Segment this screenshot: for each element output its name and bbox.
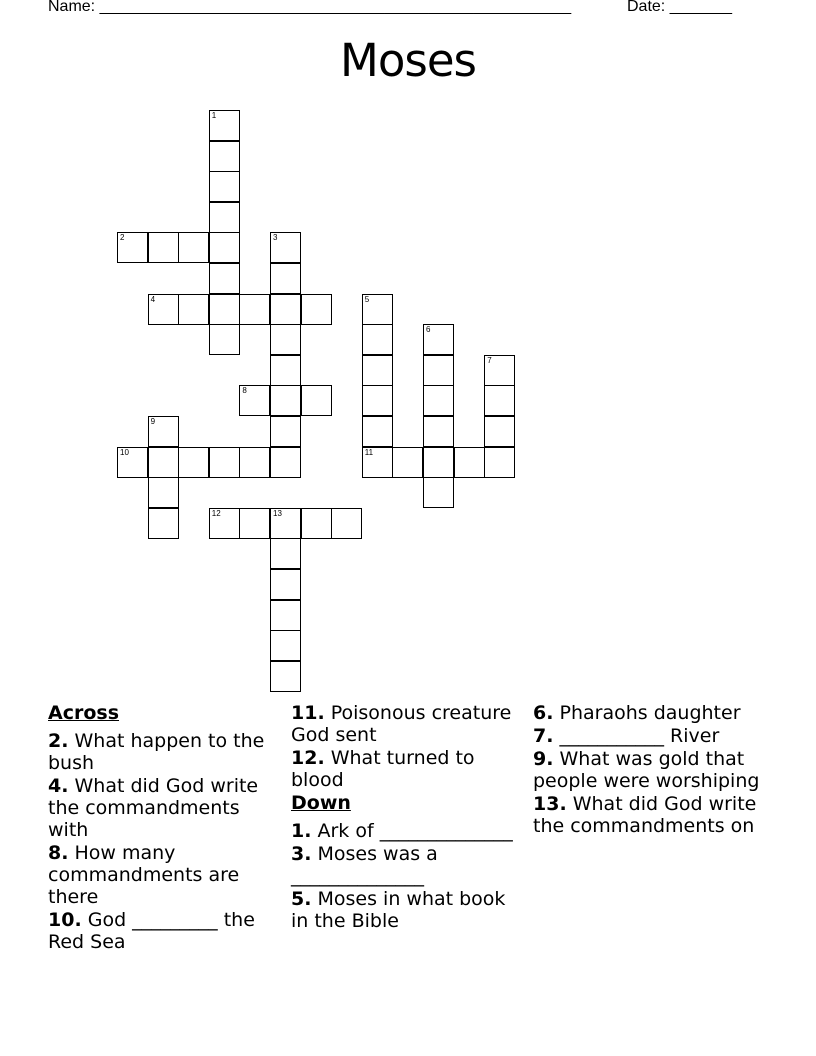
grid-cell[interactable] [270,232,301,263]
date-label: Date: [627,0,666,15]
clue-across-2: 2. What happen to the bush [48,730,265,774]
cell-number: 1 [211,111,217,120]
cell-number: 9 [150,417,156,426]
grid-cell[interactable] [117,447,148,478]
grid-cell[interactable] [209,232,240,263]
grid-cell[interactable] [209,202,240,233]
grid-cell[interactable] [209,141,240,172]
grid-cell[interactable] [484,447,515,478]
grid-cell[interactable] [454,447,485,478]
clue-down-1: 1. Ark of ______________ [291,820,513,842]
clue-down-13: 13. What did God write the commandments on [533,793,757,837]
grid-cell[interactable] [270,569,301,600]
grid-cell[interactable] [239,294,270,325]
grid-cell[interactable] [148,416,179,447]
cell-number: 3 [273,233,278,243]
grid-cell[interactable] [209,294,240,325]
grid-cell[interactable] [270,385,301,416]
grid-cell[interactable] [423,324,454,355]
page-title: Moses [340,34,476,87]
grid-cell[interactable] [362,385,393,416]
grid-cell[interactable] [270,263,301,294]
clues-column-2 [291,702,516,933]
cell-number: 10 [120,447,129,457]
grid-cell[interactable] [209,110,240,141]
clue-down-5: 5. Moses in what book in the Bible [291,888,506,932]
grid-cell[interactable] [239,385,270,416]
grid-cell[interactable] [270,600,301,631]
clue-across-4: 4. What did God write the commandments with [48,775,259,841]
name-label: Name: [48,0,96,15]
grid-cell[interactable] [209,171,240,202]
grid-cell[interactable] [148,232,179,263]
cell-number: 12 [211,508,221,518]
grid-cell[interactable] [301,385,332,416]
grid-cell[interactable] [270,508,301,539]
date-line: _______ [669,0,732,15]
clue-across-11: 11. Poisonous creature God sent [291,702,512,746]
grid-cell[interactable] [362,355,393,386]
across-heading: Across [48,702,120,724]
grid-cell[interactable] [239,447,270,478]
clues-column-3 [533,702,768,838]
grid-cell[interactable] [423,385,454,416]
grid-cell[interactable] [270,447,301,478]
down-heading: Down [291,792,351,814]
grid-cell[interactable] [209,447,240,478]
cell-number: 7 [487,355,492,365]
grid-cell[interactable] [423,416,454,447]
grid-cell[interactable] [178,294,209,325]
grid-cell[interactable] [362,294,393,325]
grid-cell[interactable] [148,294,179,325]
cell-number: 8 [242,386,247,396]
cell-number: 11 [364,447,374,457]
grid-cell[interactable] [270,661,301,692]
clue-across-8: 8. How many commandments are there [48,842,240,908]
grid-cell[interactable] [362,447,393,478]
grid-cell[interactable] [423,355,454,386]
cell-number: 13 [273,508,282,518]
grid-cell[interactable] [270,538,301,569]
grid-cell[interactable] [209,508,240,539]
name-line: _____________________________________________________ [99,0,572,15]
grid-cell[interactable] [331,508,362,539]
grid-cell[interactable] [117,232,148,263]
clues-column-1 [48,702,278,954]
grid-cell[interactable] [484,355,515,386]
cell-number: 5 [364,294,370,304]
grid-cell[interactable] [209,324,240,355]
clue-down-7: 7. ___________ River [533,725,720,747]
grid-cell[interactable] [301,294,332,325]
grid-cell[interactable] [178,232,209,263]
grid-cell[interactable] [301,508,332,539]
grid-cell[interactable] [270,294,301,325]
grid-cell[interactable] [270,630,301,661]
grid-cell[interactable] [209,263,240,294]
grid-cell[interactable] [270,324,301,355]
grid-cell[interactable] [148,447,179,478]
grid-cell[interactable] [270,355,301,386]
grid-cell[interactable] [392,447,423,478]
grid-cell[interactable] [178,447,209,478]
grid-cell[interactable] [484,385,515,416]
grid-cell[interactable] [270,416,301,447]
grid-cell[interactable] [362,324,393,355]
grid-cell[interactable] [148,508,179,539]
grid-cell[interactable] [423,447,454,478]
clue-down-6: 6. Pharaohs daughter [533,702,741,724]
clue-across-10: 10. God _________ the Red Sea [48,909,255,953]
grid-cell[interactable] [484,416,515,447]
clue-down-3: 3. Moses was a ______________ [291,843,438,887]
grid-cell[interactable] [148,477,179,508]
cell-number: 6 [426,325,431,335]
grid-cell[interactable] [423,477,454,508]
clue-down-9: 9. What was gold that people were worshiping [533,748,760,792]
grid-cell[interactable] [239,508,270,539]
grid-cell[interactable] [362,416,393,447]
cell-number: 2 [120,233,125,243]
clue-across-12: 12. What turned to blood [291,747,475,791]
cell-number: 4 [150,294,156,304]
